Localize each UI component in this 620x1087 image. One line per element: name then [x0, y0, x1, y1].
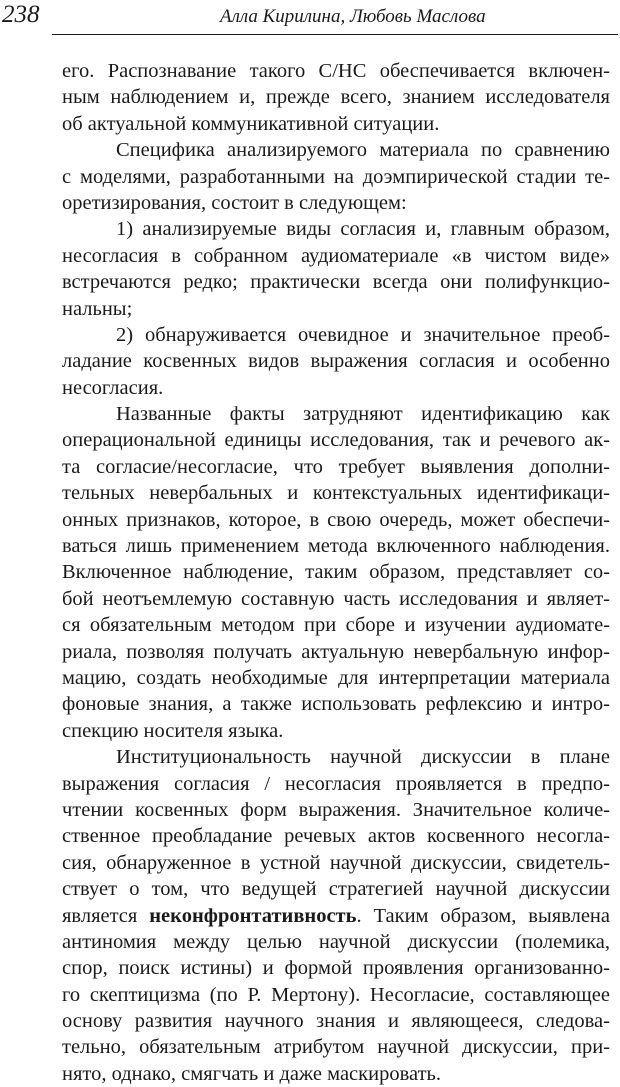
- text-line: ственное преобладание речевых актов косвенного несогла-: [62, 825, 610, 848]
- text-line: онных признаков, которое, в свою очередь, может обеспечи-: [62, 508, 610, 531]
- text-line: Специфика анализируемого материала по сравнению: [116, 139, 610, 162]
- text-line: бой неотъемлемую составную часть исследования и являет-: [62, 587, 610, 610]
- text-line: Включенное наблюдение, таким образом, представляет со-: [62, 561, 610, 584]
- text-line: 1) анализируемые виды согласия и, главным образом,: [116, 218, 610, 241]
- text-line: Названные факты затрудняют идентификацию как: [116, 403, 610, 426]
- running-head: Алла Кирилина, Любовь Маслова: [220, 6, 486, 27]
- text-line: чтении косвенных форм выражения. Значительное количе-: [62, 798, 610, 821]
- bold-term: неконфронтативность: [149, 904, 357, 927]
- text-line: встречаются редко; практически всегда они полифункцио-: [62, 271, 610, 294]
- text-line: риала, позволяя получать актуальную невербальную инфор-: [62, 640, 610, 663]
- text-line: ся обязательным методом при сборе и изучении аудиомате-: [62, 614, 610, 637]
- text-run: является: [62, 904, 150, 927]
- text-line: выражения согласия / несогласия проявляется в предпо-: [62, 772, 610, 795]
- text-line: сия, обнаруженное в устной научной дискуссии, свидетель-: [62, 851, 610, 874]
- text-line: спор, поиск истины) и формой проявления организованно-: [62, 957, 610, 980]
- text-line: мацию, создать необходимые для интерпретации материала: [62, 666, 610, 689]
- text-line: антиномия между целью научной дискуссии (полемика,: [62, 930, 610, 953]
- text-line: с моделями, разработанными на доэмпирической стадии те-: [62, 165, 610, 188]
- text-line: фоновые знания, а также использовать рефлексию и интро-: [62, 693, 610, 716]
- text-line: нальны;: [62, 297, 133, 320]
- text-line: Институциональность научной дискуссии в плане: [116, 746, 610, 769]
- header-rule: [52, 34, 618, 35]
- body-text: [62, 58, 610, 1087]
- text-run: . Таким образом, выявлена: [356, 904, 610, 927]
- text-line: основу развития научного знания и являющееся, следова-: [62, 1010, 610, 1033]
- page-header: [0, 0, 620, 36]
- text-line: оретизирования, состоит в следующем:: [62, 191, 407, 214]
- text-line: ствует о том, что ведущей стратегией научной дискуссии: [62, 878, 610, 901]
- text-line: его. Распознавание такого С/НС обеспечивается включен-: [62, 60, 610, 82]
- text-line: ным наблюдением и, прежде всего, знанием исследователя: [62, 86, 610, 109]
- text-line: ладание косвенных видов выражения согласия и особенно: [62, 350, 610, 373]
- text-line: об актуальной коммуникативной ситуации.: [62, 112, 440, 135]
- text-line: [62, 903, 610, 929]
- text-line: ваться лишь применением метода включенного наблюдения.: [62, 535, 610, 558]
- text-line: тельно, обязательным атрибутом научной дискуссии, при-: [62, 1036, 610, 1059]
- text-line: тельных невербальных и контекстуальных идентификаци-: [62, 482, 610, 505]
- text-line: несогласия в собранном аудиоматериале «в чистом виде»: [62, 244, 610, 267]
- text-line: спекцию носителя языка.: [62, 719, 284, 742]
- text-line: операциональной единицы исследования, так и речевого ак-: [62, 429, 610, 452]
- text-line: та согласие/несогласие, что требует выявления дополни-: [62, 455, 610, 478]
- text-line: несогласия.: [62, 376, 164, 399]
- page-number: 238: [2, 1, 40, 28]
- text-line: го скептицизма (по Р. Мертону). Несогласие, составляющее: [62, 983, 610, 1006]
- text-line: 2) обнаруживается очевидное и значительное преоб-: [116, 323, 610, 346]
- text-line: нято, однако, смягчать и даже маскировать.: [62, 1062, 441, 1085]
